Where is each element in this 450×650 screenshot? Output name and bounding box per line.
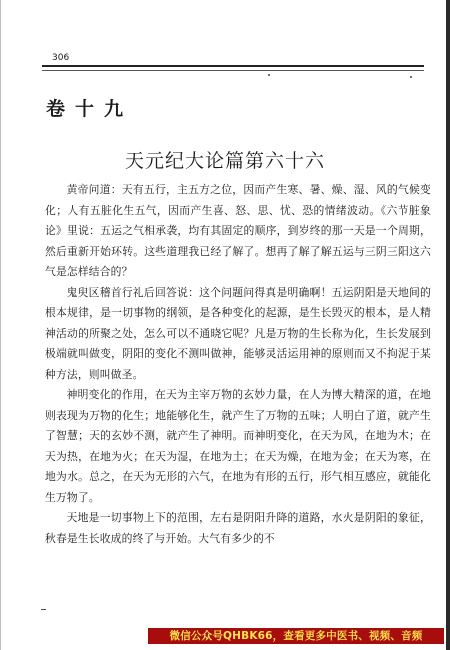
body-text [45,180,431,549]
paragraph: 黄帝问道：天有五行，主五方之位，因而产生寒、暑、燥、湿、风的气候变化；人有五脏化生五气，因而产生喜、怒、思、忧、恐的情绪波动。《六节脏象论》里说：五运之气相承袭，均有其固定的顺序，到岁终的那一天是一个周期，然后重新开始环转。这些道理我已经了解了。想再了解了解五运与三阴三阳这六气是怎样结合的？ [45,183,431,278]
scan-speck [268,74,270,76]
header-rule [42,65,424,67]
scan-speck [41,609,46,610]
paragraph: 天地是一切事物上下的范围，左右是阴阳升降的道路，水火是阴阳的象征，秋春是生长收成的终了与开始。大气有多少的不 [45,511,431,545]
page-number: 306 [52,53,70,63]
page-left-edge [0,0,1,650]
watermark-banner: 微信公众号QHBK66，查看更多中医书、视频、音频 [148,628,444,644]
paragraph: 鬼臾区稽首行礼后回答说：这个问题问得真是明确啊！五运阴阳是天地间的根本规律，是一切事物的纲领，是各种变化的起源，是生长毁灭的根本，是人精神活动的所聚之处，怎么可以不通晓它呢？凡是万物的生长称为化，生长发展到极端就叫做变，阴阳的变化不测叫做神，能够灵活运用神的原则而又不拘泥于某种方法，则叫做圣。 [45,285,431,381]
scan-speck [410,76,412,78]
paragraph: 神明变化的作用，在天为主宰万物的玄妙力量，在人为博大精深的道，在地则表现为万物的化生；地能够化生，就产生了万物的五味；人明白了道，就产生了智慧；天的玄妙不测，就产生了神明。而神明变化，在天为风，在地为木；在天为热，在地为火；在天为湿，在地为土；在天为燥，在地为金；在天为寒，在地为水。总之，在天为无形的六气，在地为有形的五行，形气相互感应，就能化生万物了。 [45,388,431,504]
page-right-edge [446,0,450,650]
chapter-title: 天元纪大论篇第六十六 [124,150,325,172]
volume-title: 卷十九 [46,98,134,120]
header-rule-thin [42,70,424,71]
